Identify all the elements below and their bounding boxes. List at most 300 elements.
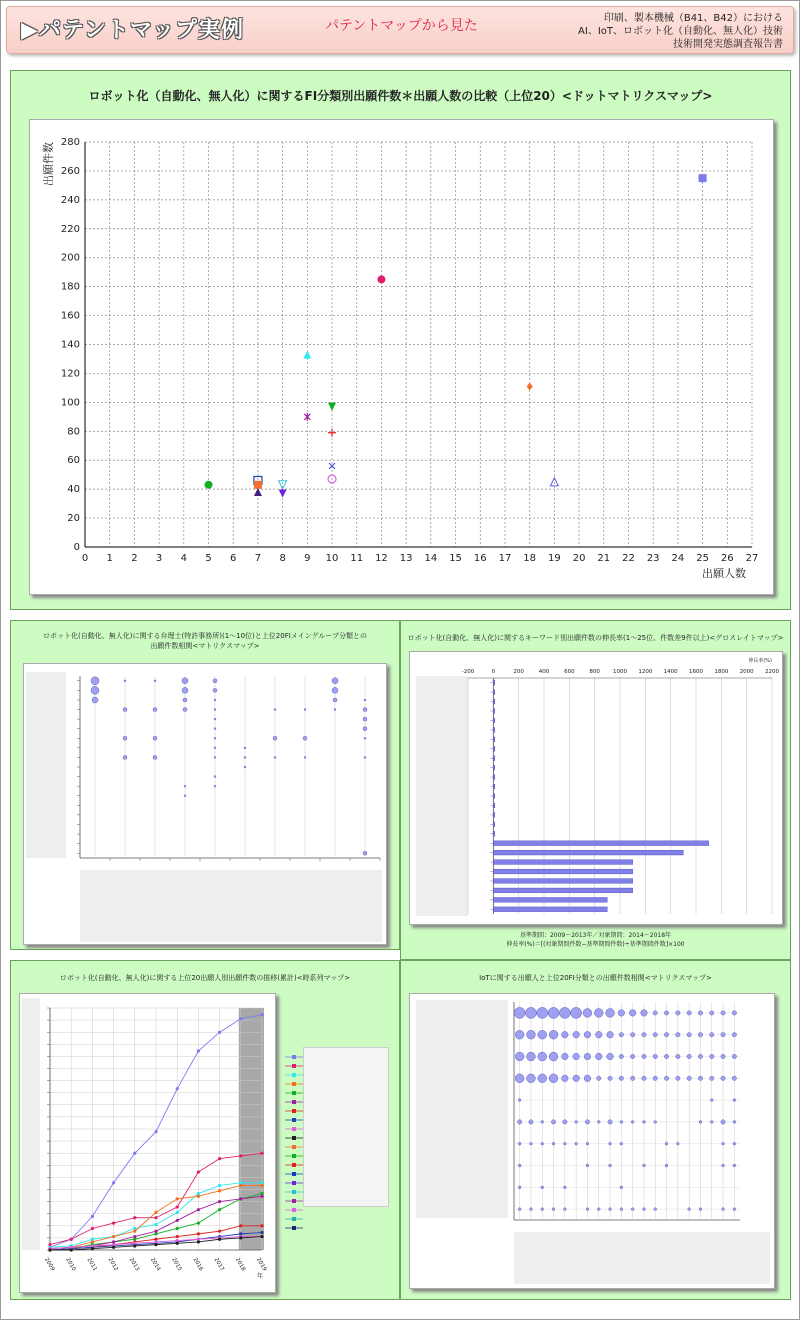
matrix2-bubble (541, 1121, 544, 1124)
matrix1-bubble (304, 709, 306, 711)
matrix2-bubble (597, 1076, 601, 1080)
matrix2-bubble (721, 1033, 725, 1037)
matrix1-bubble (333, 698, 337, 702)
matrix2-bubble (548, 1007, 559, 1018)
matrix1-bubble (123, 708, 127, 712)
matrix2-bubble (518, 1142, 521, 1145)
matrix2-bubble (721, 1011, 725, 1015)
ts-legend-marker (292, 1100, 296, 1104)
growth-tick-label: -200 (461, 669, 475, 675)
y-tick-label: 260 (60, 165, 80, 177)
ts-legend-marker (292, 1172, 296, 1176)
matrix2-bubble (733, 1208, 736, 1211)
matrix2-bubble (620, 1121, 623, 1124)
matrix2-bubble (710, 1054, 714, 1058)
matrix2-bubble (643, 1208, 646, 1211)
matrix2-bubble (710, 1099, 713, 1102)
matrix2-bubble (571, 1007, 582, 1018)
matrix2-bubble (722, 1208, 725, 1211)
ts-series-point (239, 1224, 242, 1227)
matrix2-bubble (518, 1099, 521, 1102)
matrix2-bubble (654, 1121, 657, 1124)
matrix2-bubble (549, 1052, 558, 1061)
ts-series-point (176, 1087, 179, 1090)
matrix2-bubble (653, 1076, 657, 1080)
growth-title: ロボット化(自動化、無人化)に関するキーワード別出願件数の伸長率(1〜25位、件数差9件以上)<グロスレイトマップ> (407, 634, 784, 642)
matrix1-title: ロボット化(自動化、無人化)に関する弁理士(特許事務所)(1〜10位)と上位20FIメイングループ分類との出願件数相関<マトリクスマップ> (43, 632, 367, 650)
matrix2-bubble (549, 1074, 558, 1083)
matrix2-bubble (722, 1164, 725, 1167)
ts-series-point (218, 1184, 221, 1187)
matrix1-bubble (153, 755, 157, 759)
matrix2-bubble (698, 1033, 702, 1037)
row-label-area (26, 672, 66, 858)
matrix2-bubble (733, 1121, 736, 1124)
y-label-area (22, 998, 40, 1250)
ts-series-point (154, 1243, 157, 1246)
growth-bar (493, 794, 495, 799)
matrix2-bubble (642, 1076, 646, 1080)
ts-legend-marker (292, 1190, 296, 1194)
matrix2-bubble (664, 1054, 668, 1058)
matrix2-bubble (586, 1164, 589, 1167)
growth-bar (493, 699, 495, 704)
ts-x-tick-label: 2018 (233, 1257, 247, 1273)
desc-line-1: 印刷、製本機械（B41、B42）における (603, 13, 783, 24)
matrix2-bubble (631, 1208, 634, 1211)
ts-legend-marker (292, 1127, 296, 1131)
ts-series-point (260, 1224, 263, 1227)
x-tick-label: 0 (81, 553, 89, 564)
x-tick-label: 11 (350, 553, 364, 564)
ts-series-point (91, 1227, 94, 1230)
ts-series-point (154, 1130, 157, 1133)
matrix1-bubble (214, 756, 216, 758)
ts-series-point (239, 1017, 242, 1020)
desc-line-2: AI、IoT、ロボット化（自動化、無人化）技術 (578, 26, 783, 37)
matrix2-bubble (721, 1076, 725, 1080)
matrix2-chart (410, 994, 776, 1290)
growth-tick-label: 400 (538, 669, 550, 675)
data-point (699, 174, 707, 182)
matrix2-bubble (687, 1054, 691, 1058)
matrix2-bubble (665, 1164, 668, 1167)
x-tick-label: 18 (523, 553, 537, 564)
ts-legend-marker (292, 1091, 296, 1095)
matrix2-bubble (541, 1208, 544, 1211)
ts-series-point (197, 1195, 200, 1198)
growth-bar (493, 709, 495, 714)
ts-series-point (91, 1247, 94, 1250)
growth-tick-label: 2200 (765, 669, 779, 675)
matrix2-bubble (642, 1033, 646, 1037)
matrix1-area (23, 663, 387, 945)
ts-series-point (260, 1013, 263, 1016)
ts-x-tick-label: 2009 (43, 1257, 56, 1273)
matrix2-bubble (552, 1142, 555, 1145)
y-tick-label: 180 (60, 281, 80, 293)
matrix2-bubble (518, 1164, 521, 1167)
ts-series-point (133, 1244, 136, 1247)
growth-tick-label: 1000 (613, 669, 627, 675)
matrix1-bubble (303, 736, 307, 740)
matrix2-bubble (688, 1208, 691, 1211)
matrix2-bubble (676, 1011, 680, 1015)
ts-series-point (260, 1152, 263, 1155)
y-tick-label: 200 (60, 252, 80, 264)
growth-bar (493, 775, 495, 780)
matrix2-bubble (563, 1120, 567, 1124)
matrix2-bubble (630, 1054, 634, 1058)
matrix2-bubble (618, 1010, 625, 1017)
matrix2-bubble (733, 1164, 736, 1167)
matrix2-bubble (552, 1208, 555, 1211)
matrix2-bubble (586, 1208, 589, 1211)
ts-series-point (239, 1236, 242, 1239)
growth-bar (493, 879, 632, 884)
matrix1-bubble (214, 776, 216, 778)
matrix2-bubble (664, 1033, 668, 1037)
column-label-area (514, 1232, 770, 1284)
matrix1-bubble (363, 717, 367, 721)
matrix2-bubble (563, 1186, 566, 1189)
y-tick-label: 20 (67, 513, 80, 525)
ts-series-point (260, 1195, 263, 1198)
x-tick-label: 15 (449, 553, 462, 564)
matrix2-bubble (584, 1075, 591, 1082)
matrix2-bubble (608, 1120, 612, 1124)
matrix2-bubble (665, 1142, 668, 1145)
matrix1-bubble (244, 766, 246, 768)
matrix2-bubble (732, 1076, 736, 1080)
matrix2-bubble (609, 1208, 612, 1211)
growth-bar (493, 803, 495, 808)
data-point (205, 481, 213, 489)
y-tick-label: 100 (60, 397, 80, 409)
ts-series-point (176, 1211, 179, 1214)
growth-bar (493, 897, 607, 902)
matrix2-bubble (515, 1052, 524, 1061)
ts-series-point (112, 1181, 115, 1184)
growth-bar (493, 737, 495, 742)
matrix2-bubble (562, 1075, 569, 1082)
matrix2-bubble (538, 1052, 547, 1061)
growth-note-1: 基準期間：2009〜2013年／対象期間：2014〜2018年 (519, 932, 672, 939)
matrix2-bubble (732, 1033, 736, 1037)
matrix1-bubble (274, 756, 276, 758)
timeseries-chart (20, 994, 277, 1294)
ts-x-unit: 年 (256, 1273, 264, 1280)
data-point (303, 351, 311, 359)
matrix2-bubble (699, 1208, 702, 1211)
ts-series-point (154, 1216, 157, 1219)
ts-series-point (176, 1227, 179, 1230)
ts-series-point (218, 1230, 221, 1233)
growth-bar (493, 690, 495, 695)
matrix2-bubble (721, 1120, 725, 1124)
y-tick-label: 280 (60, 137, 80, 148)
data-point (254, 488, 262, 496)
matrix2-bubble (630, 1076, 634, 1080)
matrix1-bubble (184, 795, 186, 797)
matrix2-area (409, 993, 775, 1289)
matrix2-bubble (654, 1208, 657, 1211)
ts-series-point (260, 1184, 263, 1187)
growth-bar (493, 813, 495, 818)
growth-notes (401, 931, 790, 949)
growth-bar (493, 841, 708, 846)
ts-series-point (239, 1154, 242, 1157)
matrix1-bubble (214, 785, 216, 787)
x-tick-label: 2 (131, 553, 138, 564)
ts-series-point (260, 1231, 263, 1234)
x-tick-label: 17 (498, 553, 512, 564)
growth-bar (493, 784, 495, 789)
x-axis-label: 出願人数 (702, 567, 746, 580)
header-banner (6, 6, 794, 54)
x-tick-label: 14 (424, 553, 438, 564)
y-axis-label: 出願件数 (42, 142, 55, 186)
ts-legend-marker (292, 1163, 296, 1167)
matrix2-bubble (563, 1142, 566, 1145)
matrix2-bubble (676, 1033, 680, 1037)
x-tick-label: 22 (622, 553, 635, 564)
x-tick-label: 4 (180, 553, 188, 564)
ts-series-point (112, 1222, 115, 1225)
growth-bar (493, 822, 495, 827)
ts-legend-marker (292, 1181, 296, 1185)
matrix2-bubble (676, 1076, 680, 1080)
matrix2-bubble (549, 1030, 558, 1039)
matrix2-bubble (575, 1121, 578, 1124)
growth-tick-label: 1800 (714, 669, 729, 675)
ts-series-point (197, 1240, 200, 1243)
growth-tick-label: 2000 (739, 669, 754, 675)
ts-x-tick-label: 2013 (127, 1257, 141, 1273)
matrix2-bubble (699, 1121, 702, 1124)
column-label-area (80, 870, 382, 942)
matrix2-bubble (631, 1121, 634, 1124)
ts-legend-marker (292, 1073, 296, 1077)
matrix2-bubble (710, 1121, 713, 1124)
ts-x-tick-label: 2017 (212, 1257, 225, 1273)
matrix2-bubble (687, 1076, 691, 1080)
x-tick-label: 25 (696, 553, 709, 564)
matrix1-bubble (364, 756, 366, 758)
ts-legend-marker (292, 1217, 296, 1221)
matrix2-bubble (594, 1009, 603, 1018)
matrix2-bubble (541, 1186, 544, 1189)
matrix2-bubble (575, 1142, 578, 1145)
matrix1-bubble (332, 678, 338, 684)
matrix1-chart (24, 664, 388, 946)
matrix2-bubble (676, 1142, 679, 1145)
x-tick-label: 3 (155, 553, 163, 564)
x-tick-label: 20 (572, 553, 586, 564)
matrix2-bubble (514, 1007, 525, 1018)
ts-series-point (218, 1200, 221, 1203)
x-tick-label: 19 (548, 553, 561, 564)
matrix1-bubble (182, 678, 188, 684)
banner-description (463, 12, 783, 51)
y-tick-label: 240 (60, 194, 80, 206)
growth-bar (493, 746, 495, 751)
matrix2-bubble (664, 1076, 668, 1080)
ts-series-point (48, 1248, 51, 1251)
matrix2-bubble (733, 1099, 736, 1102)
growth-tick-label: 0 (491, 669, 496, 675)
x-tick-label: 9 (304, 553, 311, 564)
growth-bar (493, 907, 607, 912)
growth-panel (400, 620, 791, 960)
growth-tick-label: 1200 (638, 669, 653, 675)
main-scatter-chart (30, 120, 775, 596)
ts-series-point (218, 1031, 221, 1034)
matrix1-bubble (214, 709, 216, 711)
matrix2-bubble (585, 1120, 589, 1124)
matrix2-bubble (619, 1054, 623, 1058)
matrix2-bubble (541, 1142, 544, 1145)
matrix2-bubble (563, 1208, 566, 1211)
matrix2-bubble (698, 1054, 702, 1058)
x-tick-label: 27 (745, 553, 759, 564)
ts-series-point (91, 1215, 94, 1218)
matrix2-bubble (527, 1030, 536, 1039)
growth-note-2: 伸長率(%)＝[(対象期間件数−基準期間件数)÷基準期間件数]×100 (506, 941, 685, 948)
data-point (328, 429, 336, 437)
matrix2-bubble (606, 1009, 615, 1018)
ts-legend-marker (292, 1199, 296, 1203)
matrix2-bubble (608, 1076, 612, 1080)
growth-tick-label: 1400 (663, 669, 678, 675)
ts-series-point (154, 1230, 157, 1233)
x-tick-label: 5 (205, 553, 212, 564)
growth-tick-label: 800 (589, 669, 600, 675)
matrix1-bubble (363, 851, 367, 855)
growth-bar (493, 765, 495, 770)
matrix1-bubble (183, 698, 187, 702)
matrix1-bubble (91, 686, 99, 694)
matrix2-bubble (642, 1054, 646, 1058)
matrix2-bubble (586, 1142, 589, 1145)
matrix1-bubble (91, 677, 99, 685)
ts-series-point (197, 1232, 200, 1235)
matrix1-bubble (214, 718, 216, 720)
matrix2-bubble (620, 1142, 623, 1145)
ts-x-tick-label: 2014 (149, 1257, 162, 1273)
y-tick-label: 0 (73, 542, 80, 553)
matrix2-bubble (573, 1075, 580, 1082)
page-heading: ▶パテントマップ実例 (21, 18, 244, 43)
ts-series-point (176, 1197, 179, 1200)
ts-series-point (260, 1235, 263, 1238)
matrix2-bubble (629, 1010, 636, 1017)
matrix2-bubble (653, 1011, 657, 1015)
ts-legend-marker (292, 1154, 296, 1158)
matrix2-bubble (551, 1120, 555, 1124)
matrix2-bubble (595, 1053, 602, 1060)
data-point (304, 413, 310, 421)
matrix2-bubble (515, 1030, 524, 1039)
matrix2-bubble (643, 1121, 646, 1124)
growth-bar (493, 831, 495, 836)
matrix2-bubble (525, 1007, 536, 1018)
matrix2-bubble (698, 1011, 702, 1015)
matrix2-bubble (529, 1120, 533, 1124)
matrix2-bubble (595, 1031, 602, 1038)
y-tick-label: 220 (60, 223, 80, 235)
ts-series-point (176, 1235, 179, 1238)
matrix1-bubble (363, 708, 367, 712)
matrix1-bubble (304, 756, 306, 758)
growth-tick-label: 600 (564, 669, 575, 675)
matrix1-bubble (153, 708, 157, 712)
matrix2-bubble (609, 1142, 612, 1145)
ts-x-tick-label: 2011 (85, 1257, 98, 1273)
y-tick-label: 160 (60, 310, 80, 322)
matrix2-bubble (517, 1120, 521, 1124)
growth-bar (493, 728, 495, 733)
x-tick-label: 26 (720, 553, 734, 564)
ts-series-point (197, 1222, 200, 1225)
matrix1-bubble (182, 687, 188, 693)
ts-series-point (176, 1219, 179, 1222)
matrix2-title: IoTに関する出願人と上位20FI分類との出願件数相関<マトリクスマップ> (479, 974, 712, 982)
y-tick-label: 80 (67, 426, 80, 438)
matrix2-bubble (687, 1011, 691, 1015)
growth-bar (493, 850, 683, 855)
matrix2-bubble (597, 1121, 600, 1124)
ts-legend-marker (292, 1118, 296, 1122)
matrix2-bubble (619, 1076, 623, 1080)
matrix2-bubble (710, 1011, 714, 1015)
main-chart-panel (10, 70, 791, 610)
matrix1-bubble (244, 756, 246, 758)
matrix1-bubble (214, 747, 216, 749)
ts-legend-marker (292, 1064, 296, 1068)
matrix2-bubble (641, 1010, 648, 1017)
matrix2-bubble (653, 1033, 657, 1037)
main-chart-title: ロボット化（自動化、無人化）に関するFI分類別出願件数＊出願人数の比較（上位20）<ドットマトリクスマップ> (88, 89, 713, 103)
matrix2-bubble (530, 1142, 533, 1145)
matrix1-bubble (92, 697, 98, 703)
ts-legend-marker (292, 1145, 296, 1149)
matrix1-bubble (244, 747, 246, 749)
ts-legend-marker (292, 1136, 296, 1140)
ts-legend-marker (292, 1208, 296, 1212)
growth-tick-label: 200 (513, 669, 524, 675)
x-tick-label: 8 (279, 553, 286, 564)
ts-series-point (176, 1242, 179, 1245)
ts-series-point (239, 1197, 242, 1200)
matrix1-bubble (154, 680, 156, 682)
matrix1-bubble (213, 688, 217, 692)
matrix2-bubble (537, 1007, 548, 1018)
matrix2-bubble (584, 1053, 591, 1060)
matrix2-bubble (722, 1142, 725, 1145)
growth-chart (410, 652, 784, 926)
growth-area (409, 651, 783, 925)
matrix1-bubble (214, 728, 216, 730)
ts-legend-marker (292, 1082, 296, 1086)
matrix2-bubble (607, 1031, 614, 1038)
ts-series-point (133, 1230, 136, 1233)
matrix2-bubble (619, 1033, 623, 1037)
matrix2-bubble (710, 1076, 714, 1080)
matrix1-bubble (123, 736, 127, 740)
timeseries-area (19, 993, 276, 1293)
y-tick-label: 140 (60, 339, 80, 351)
